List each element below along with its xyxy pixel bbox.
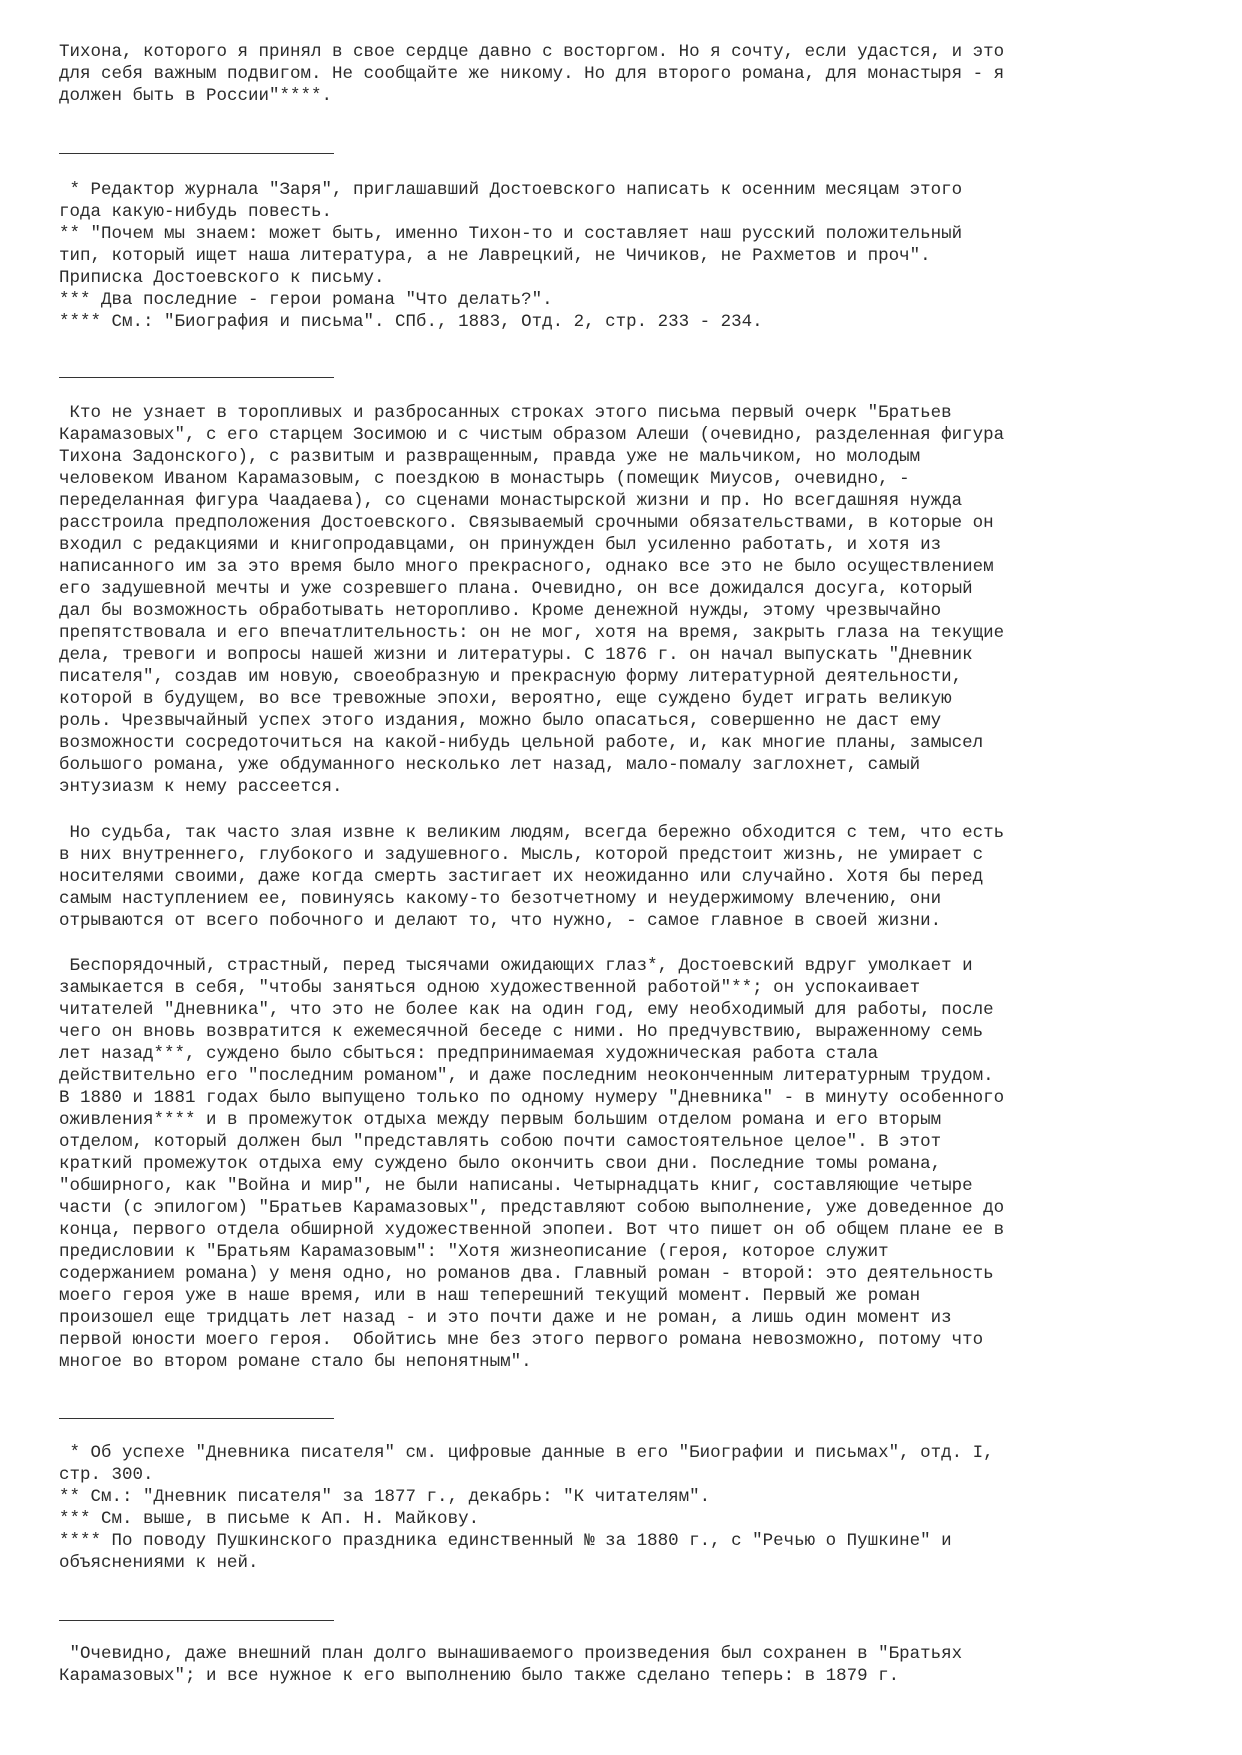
footnotes-block-1 [59, 179, 962, 333]
text-line: для себя важным подвигом. Не сообщайте же никому. Но для второго романа, для монастыря - я [59, 64, 1005, 84]
text-line: носителями своими, даже когда смерть застигает их неожиданно или случайно. Хотя бы перед [59, 867, 984, 887]
text-line: первой юности моего героя. Обойтись мне без этого первого романа невозможно, потому что [59, 1330, 984, 1350]
footnote-line: **** По поводу Пушкинского праздника единственный № за 1880 г., с "Речью о Пушкине" и [59, 1531, 952, 1551]
text-line: его задушевной мечты и уже созревшего плана. Очевидно, он все дожидался досуга, который [59, 579, 973, 599]
text-line: переделанная фигура Чаадаева), со сценами монастырской жизни и пр. Но всегдашняя нужда [59, 491, 963, 511]
text-line: в них внутреннего, глубокого и задушевного. Мысль, которой предстоит жизнь, не умирает с [59, 845, 984, 865]
text-line: Тихона, которого я принял в свое сердце давно с восторгом. Но я сочту, если удастся, и это [59, 42, 1005, 62]
text-line: замыкается в себя, "чтобы заняться одною художественной работой"**; он успокаивает [59, 978, 921, 998]
text-line: роль. Чрезвычайный успех этого издания, можно было опасаться, совершенно не даст ему [59, 711, 942, 731]
opening-paragraph [59, 41, 1004, 107]
text-line: энтузиазм к нему рассеется. [59, 777, 343, 797]
text-line: действительно его "последним романом", и даже последним неоконченным литературным трудом. [59, 1066, 994, 1086]
text-line: предисловии к "Братьям Карамазовым": "Хотя жизнеописание (героя, которое служит [59, 1242, 889, 1262]
text-line: Тихона Задонского), с развитым и развращенным, правда уже не мальчиком, но молодым [59, 447, 921, 467]
text-line: отделом, который должен был "представлять собою почти самостоятельное целое". В этот [59, 1132, 942, 1152]
text-line: В 1880 и 1881 годах было выпущено только по одному нумеру "Дневника" - в минуту особенного [59, 1088, 1005, 1108]
text-line: читателей "Дневника", что это не более как на один год, ему необходимый для работы, после [59, 1000, 994, 1020]
text-line: самым наступлением ее, повинуясь какому-то безотчетному и неудержимому влечению, они [59, 889, 942, 909]
text-line: части (с эпилогом) "Братьев Карамазовых", представляют собою выполнение, уже доведенное до [59, 1198, 1005, 1218]
footnote-line: ** "Почем мы знаем: может быть, именно Тихон-то и составляет наш русский положительный [59, 224, 963, 244]
footnote-line: **** См.: "Биография и письма". СПб., 1883, Отд. 2, стр. 233 - 234. [59, 312, 763, 332]
text-line: содержанием романа) у меня одно, но романов два. Главный роман - второй: это деятельность [59, 1264, 994, 1284]
text-line: человеком Иваном Карамазовым, с поездкою в монастырь (помещик Миусов, очевидно, - [59, 469, 910, 489]
footnote-separator-4 [59, 1620, 334, 1621]
footnote-line: года какую-нибудь повесть. [59, 202, 333, 222]
text-line: написанного им за это время было много прекрасного, однако все это не было осуществлением [59, 557, 994, 577]
text-line: конца, первого отдела обширной художественной эпопеи. Вот что пишет он об общем плане ее в [59, 1220, 1005, 1240]
text-line: Но судьба, так часто злая извне к великим людям, всегда бережно обходится с тем, что есть [59, 823, 1005, 843]
text-line: моего героя уже в наше время, или в наш теперешний текущий момент. Первый же роман [59, 1286, 921, 1306]
paragraph-2 [59, 822, 1004, 932]
text-line: которой в будущем, во все тревожные эпохи, вероятно, еще суждено будет играть великую [59, 689, 952, 709]
footnote-line: * Редактор журнала "Заря", приглашавший Достоевского написать к осенним месяцам этого [59, 180, 963, 200]
text-line: "обширного, как "Война и мир", не были написаны. Четырнадцать книг, составляющие четыре [59, 1176, 973, 1196]
footnote-separator-1 [59, 153, 334, 154]
paragraph-3 [59, 955, 1004, 1373]
text-line: оживления**** и в промежуток отдыха между первым большим отделом романа и его вторым [59, 1110, 942, 1130]
paragraph-1 [59, 402, 1004, 798]
text-line: расстроила предположения Достоевского. Связываемый срочными обязательствами, в которые он [59, 513, 994, 533]
text-line: Беспорядочный, страстный, перед тысячами ожидающих глаз*, Достоевский вдруг умолкает и [59, 956, 973, 976]
text-line: дал бы возможность обработывать неторопливо. Кроме денежной нужды, этому чрезвычайно [59, 601, 942, 621]
footnote-separator-3 [59, 1418, 334, 1419]
text-line: отрываются от всего побочного и делают то, что нужно, - самое главное в своей жизни. [59, 911, 942, 931]
text-line: препятствовала и его впечатлительность: он не мог, хотя на время, закрыть глаза на текущие [59, 623, 1005, 643]
footnote-line: *** Два последние - герои романа "Что делать?". [59, 290, 553, 310]
footnote-line: * Об успехе "Дневника писателя" см. цифровые данные в его "Биографии и письмах", отд. I, [59, 1443, 994, 1463]
text-line: входил с редакциями и книгопродавцами, он принужден был усиленно работать, и хотя из [59, 535, 942, 555]
footnote-line: стр. 300. [59, 1465, 154, 1485]
footnotes-block-2 [59, 1442, 994, 1574]
text-line: лет назад***, суждено было сбыться: предпринимаемая художническая работа стала [59, 1044, 879, 1064]
paragraph-4 [59, 1643, 962, 1687]
footnote-line: ** См.: "Дневник писателя" за 1877 г., декабрь: "К читателям". [59, 1487, 711, 1507]
text-line: произошел еще тридцать лет назад - и это почти даже и не роман, а лишь один момент из [59, 1308, 952, 1328]
text-line: Карамазовых", с его старцем Зосимою и с чистым образом Алеши (очевидно, разделенная фигура [59, 425, 1005, 445]
text-line: Карамазовых"; и все нужное к его выполнению было также сделано теперь: в 1879 г. [59, 1666, 900, 1686]
text-line: чего он вновь возвратится к ежемесячной беседе с ними. Но предчувствию, выраженному семь [59, 1022, 984, 1042]
text-line: большого романа, уже обдуманного несколько лет назад, мало-помалу заглохнет, самый [59, 755, 921, 775]
footnote-separator-2 [59, 377, 334, 378]
footnote-line: объяснениями к ней. [59, 1553, 259, 1573]
text-line: писателя", создав им новую, своеобразную и прекрасную форму литературной деятельности, [59, 667, 963, 687]
footnote-line: *** См. выше, в письме к Ап. Н. Майкову. [59, 1509, 480, 1529]
footnote-line: Приписка Достоевского к письму. [59, 268, 385, 288]
text-line: должен быть в России"****. [59, 86, 333, 106]
text-line: Кто не узнает в торопливых и разбросанных строках этого письма первый очерк "Братьев [59, 403, 952, 423]
text-line: многое во втором романе стало бы непонятным". [59, 1352, 532, 1372]
text-line: краткий промежуток отдыха ему суждено было окончить свои дни. Последние томы романа, [59, 1154, 942, 1174]
footnote-line: тип, который ищет наша литература, а не Лаврецкий, не Чичиков, не Рахметов и проч". [59, 246, 931, 266]
text-line: "Очевидно, даже внешний план долго вынашиваемого произведения был сохранен в "Братьях [59, 1644, 963, 1664]
text-line: дела, тревоги и вопросы нашей жизни и литературы. С 1876 г. он начал выпускать "Дневник [59, 645, 973, 665]
text-line: возможности сосредоточиться на какой-нибудь цельной работе, и, как многие планы, замысел [59, 733, 984, 753]
